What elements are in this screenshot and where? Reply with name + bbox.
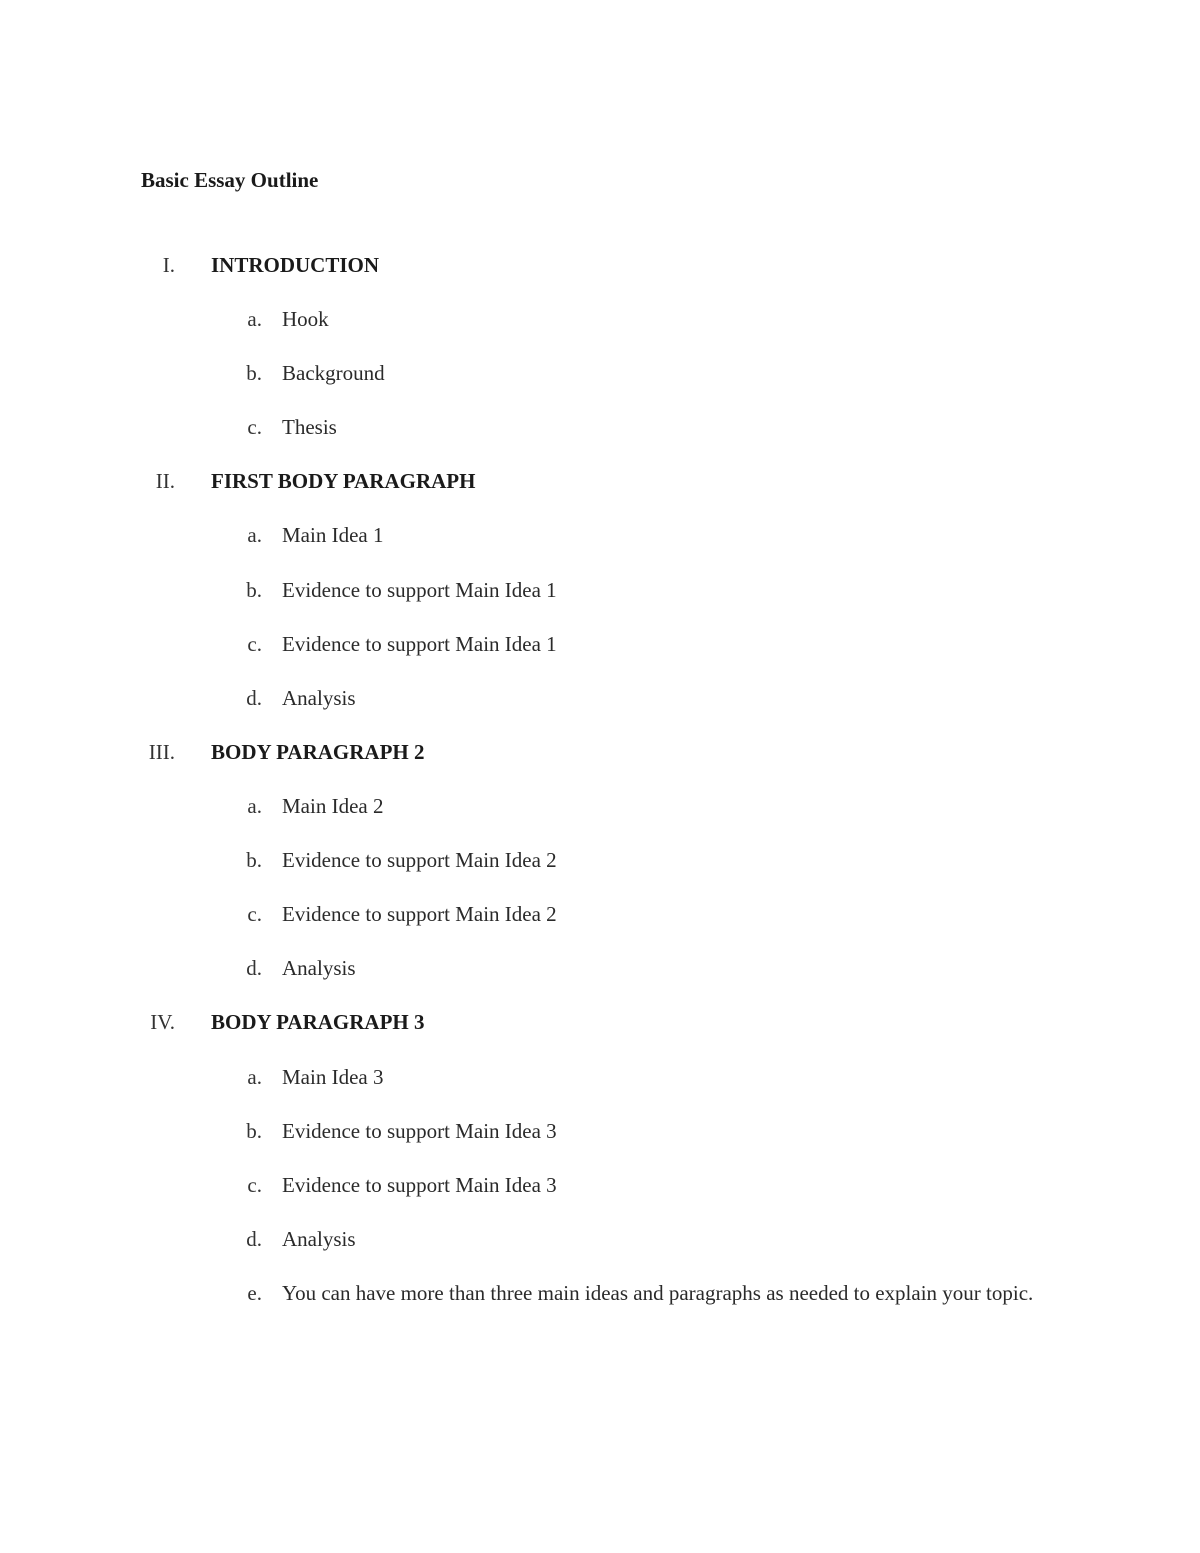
section-heading: BODY PARAGRAPH 3 — [211, 1010, 425, 1034]
outline-item: Main Idea 1 — [282, 523, 384, 547]
outline-item: Analysis — [282, 956, 356, 980]
item-letter: c. — [247, 1173, 262, 1197]
outline-item: Main Idea 2 — [282, 794, 384, 818]
section-heading: BODY PARAGRAPH 2 — [211, 740, 425, 764]
section-numeral: IV. — [150, 1010, 175, 1034]
item-letter: d. — [246, 1227, 262, 1251]
outline-item: Main Idea 3 — [282, 1065, 384, 1089]
section-numeral: I. — [162, 253, 175, 277]
item-letter: b. — [246, 578, 262, 602]
item-letter: b. — [246, 1119, 262, 1143]
item-letter: c. — [247, 415, 262, 439]
outline-item: Evidence to support Main Idea 2 — [282, 848, 557, 872]
section-numeral: II. — [155, 469, 175, 493]
outline-item: Evidence to support Main Idea 3 — [282, 1173, 557, 1197]
outline-item: Hook — [282, 307, 329, 331]
section-heading: FIRST BODY PARAGRAPH — [211, 469, 476, 493]
outline-item: Evidence to support Main Idea 3 — [282, 1119, 557, 1143]
item-letter: e. — [247, 1281, 262, 1305]
outline-item: Thesis — [282, 415, 337, 439]
outline-item: Evidence to support Main Idea 1 — [282, 578, 557, 602]
outline-item: Evidence to support Main Idea 2 — [282, 902, 557, 926]
section-numeral: III. — [148, 740, 175, 764]
item-letter: d. — [246, 956, 262, 980]
section-heading: INTRODUCTION — [211, 253, 380, 277]
item-letter: c. — [247, 632, 262, 656]
item-letter: a. — [247, 794, 262, 818]
item-letter: c. — [247, 902, 262, 926]
item-letter: d. — [246, 686, 262, 710]
document-title: Basic Essay Outline — [141, 168, 319, 192]
outline-item: Evidence to support Main Idea 1 — [282, 632, 557, 656]
item-letter: a. — [247, 523, 262, 547]
item-letter: b. — [246, 848, 262, 872]
outline-item: You can have more than three main ideas and paragraphs as needed to explain your topic. — [282, 1281, 1034, 1305]
outline-item: Analysis — [282, 1227, 356, 1251]
outline-item: Background — [282, 361, 385, 385]
item-letter: a. — [247, 307, 262, 331]
item-letter: b. — [246, 361, 262, 385]
outline-item: Analysis — [282, 686, 356, 710]
item-letter: a. — [247, 1065, 262, 1089]
